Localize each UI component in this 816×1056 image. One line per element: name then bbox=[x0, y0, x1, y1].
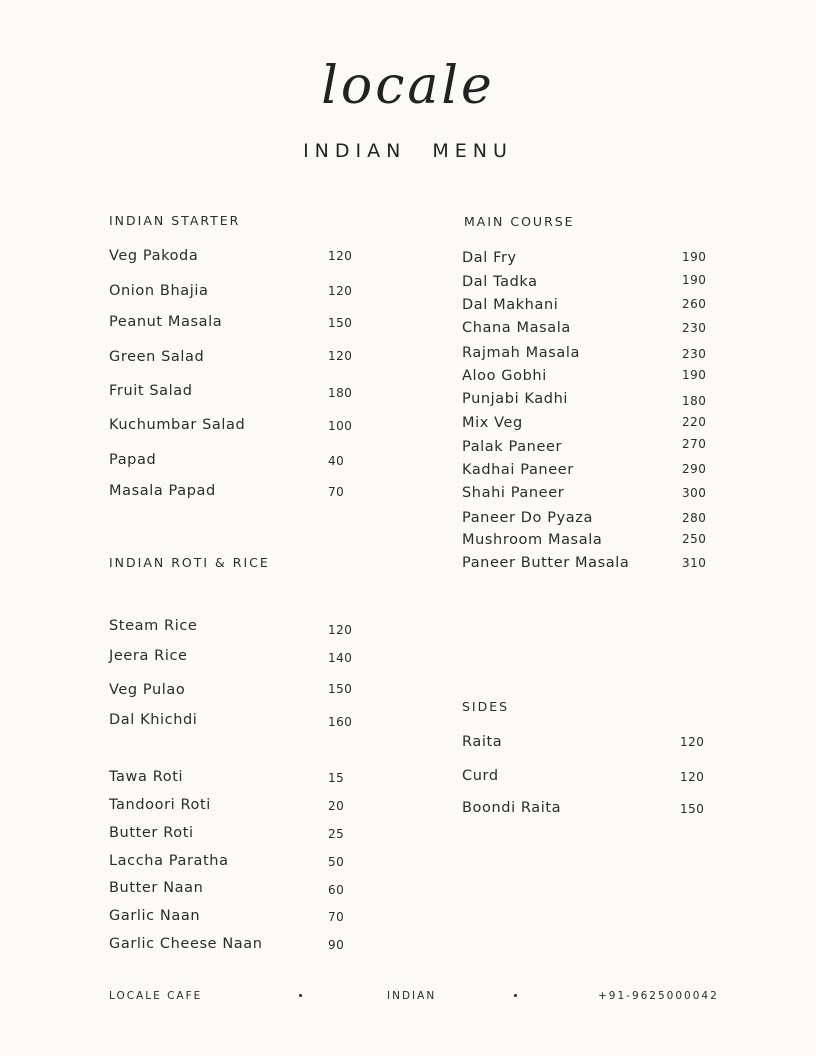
menu-item-name: Garlic Naan bbox=[109, 908, 201, 924]
menu-item-name: Dal Makhani bbox=[462, 297, 559, 313]
menu-item-name: Kuchumbar Salad bbox=[109, 417, 246, 433]
menu-item-price: 310 bbox=[682, 556, 707, 570]
menu-item-name: Butter Roti bbox=[109, 825, 194, 841]
menu-item-name: Raita bbox=[462, 734, 503, 750]
menu-item-price: 60 bbox=[328, 883, 345, 897]
menu-item-price: 140 bbox=[328, 651, 353, 665]
section-heading-starter: INDIAN STARTER bbox=[109, 213, 241, 228]
menu-item-price: 70 bbox=[328, 485, 345, 499]
menu-item-name: Kadhai Paneer bbox=[462, 462, 574, 478]
menu-item-price: 190 bbox=[682, 368, 707, 382]
menu-item-price: 180 bbox=[328, 386, 353, 400]
menu-item-name: Mushroom Masala bbox=[462, 532, 603, 548]
menu-item-name: Paneer Do Pyaza bbox=[462, 510, 593, 526]
menu-item-price: 90 bbox=[328, 938, 345, 952]
menu-item-name: Butter Naan bbox=[109, 880, 204, 896]
footer-phone: +91-9625000042 bbox=[598, 990, 719, 1002]
menu-item-price: 15 bbox=[328, 771, 345, 785]
menu-item-price: 220 bbox=[682, 415, 707, 429]
menu-item-price: 230 bbox=[682, 347, 707, 361]
menu-item-name: Veg Pulao bbox=[109, 682, 186, 698]
menu-title: INDIAN MENU bbox=[303, 140, 513, 162]
logo: locale bbox=[321, 56, 495, 116]
menu-item-price: 250 bbox=[682, 532, 707, 546]
menu-item-name: Steam Rice bbox=[109, 618, 198, 634]
menu-item-name: Onion Bhajia bbox=[109, 283, 209, 299]
menu-item-price: 300 bbox=[682, 486, 707, 500]
menu-item-price: 280 bbox=[682, 511, 707, 525]
menu-item-price: 150 bbox=[328, 316, 353, 330]
menu-item-name: Fruit Salad bbox=[109, 383, 193, 399]
menu-item-name: Masala Papad bbox=[109, 483, 216, 499]
menu-item-price: 150 bbox=[680, 802, 705, 816]
section-heading-main-course: MAIN COURSE bbox=[464, 214, 575, 229]
menu-item-name: Jeera Rice bbox=[109, 648, 188, 664]
menu-item-price: 190 bbox=[682, 250, 707, 264]
footer-name: LOCALE CAFE bbox=[109, 990, 203, 1002]
menu-item-price: 270 bbox=[682, 437, 707, 451]
menu-item-price: 190 bbox=[682, 273, 707, 287]
footer-separator bbox=[299, 994, 302, 997]
menu-item-price: 120 bbox=[328, 349, 353, 363]
menu-item-price: 260 bbox=[682, 297, 707, 311]
menu-item-price: 120 bbox=[680, 770, 705, 784]
menu-item-name: Paneer Butter Masala bbox=[462, 555, 630, 571]
menu-item-name: Veg Pakoda bbox=[109, 248, 199, 264]
menu-item-name: Chana Masala bbox=[462, 320, 571, 336]
menu-item-price: 160 bbox=[328, 715, 353, 729]
menu-item-name: Mix Veg bbox=[462, 415, 523, 431]
menu-item-name: Dal Fry bbox=[462, 250, 517, 266]
menu-item-name: Peanut Masala bbox=[109, 314, 223, 330]
menu-item-price: 100 bbox=[328, 419, 353, 433]
menu-item-name: Garlic Cheese Naan bbox=[109, 936, 263, 952]
menu-item-price: 120 bbox=[328, 249, 353, 263]
menu-item-price: 25 bbox=[328, 827, 345, 841]
menu-item-name: Tawa Roti bbox=[109, 769, 184, 785]
menu-item-name: Green Salad bbox=[109, 349, 205, 365]
menu-item-name: Papad bbox=[109, 452, 157, 468]
section-heading-roti-rice: INDIAN ROTI & RICE bbox=[109, 555, 270, 570]
menu-item-name: Laccha Paratha bbox=[109, 853, 229, 869]
menu-item-price: 70 bbox=[328, 910, 345, 924]
menu-item-name: Tandoori Roti bbox=[109, 797, 211, 813]
footer-cuisine: INDIAN bbox=[387, 990, 437, 1002]
footer-separator bbox=[514, 994, 517, 997]
menu-item-name: Palak Paneer bbox=[462, 439, 563, 455]
menu-item-price: 40 bbox=[328, 454, 345, 468]
menu-item-price: 50 bbox=[328, 855, 345, 869]
menu-item-price: 230 bbox=[682, 321, 707, 335]
menu-item-name: Dal Khichdi bbox=[109, 712, 198, 728]
menu-item-price: 120 bbox=[328, 284, 353, 298]
menu-item-name: Boondi Raita bbox=[462, 800, 562, 816]
menu-item-name: Rajmah Masala bbox=[462, 345, 581, 361]
menu-item-price: 120 bbox=[680, 735, 705, 749]
menu-item-price: 120 bbox=[328, 623, 353, 637]
menu-item-price: 180 bbox=[682, 394, 707, 408]
section-heading-sides: SIDES bbox=[462, 699, 510, 714]
menu-item-name: Shahi Paneer bbox=[462, 485, 565, 501]
menu-item-price: 290 bbox=[682, 462, 707, 476]
menu-item-name: Aloo Gobhi bbox=[462, 368, 547, 384]
menu-item-price: 20 bbox=[328, 799, 345, 813]
menu-item-name: Punjabi Kadhi bbox=[462, 391, 568, 407]
menu-item-price: 150 bbox=[328, 682, 353, 696]
menu-item-name: Curd bbox=[462, 768, 499, 784]
menu-item-name: Dal Tadka bbox=[462, 274, 538, 290]
